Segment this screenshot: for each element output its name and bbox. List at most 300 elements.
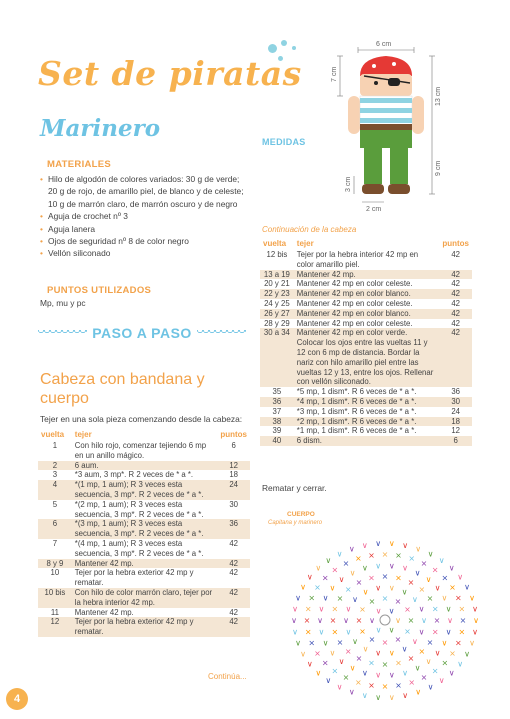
stitch-mark: ∨	[317, 616, 323, 625]
stitch-mark: ∨	[434, 648, 441, 658]
table-row	[38, 568, 250, 588]
stitch-mark: ∨	[402, 668, 409, 678]
table-row	[260, 387, 472, 397]
tejer-cell: *(3 mp, 1 aum); R 3 veces esta secuencia, 3 mp*. R 2 veces de * a *.	[72, 519, 218, 539]
stitch-mark: ×	[336, 638, 344, 647]
stitch-mark: ×	[368, 681, 375, 690]
stitch-mark: ∨	[375, 583, 382, 593]
col-header-puntos: puntos	[442, 239, 469, 248]
tejer-cell: Mantener 42 mp en color celeste.	[296, 318, 413, 328]
stitch-mark: ∨	[361, 668, 368, 678]
stitch-mark: ×	[303, 616, 311, 625]
decor-bubble	[292, 46, 296, 50]
pattern-table-1	[38, 429, 250, 637]
stitch-mark: ∨	[362, 587, 369, 597]
stitch-mark: ∨	[375, 648, 382, 658]
table-row	[38, 480, 250, 500]
stitch-mark: ∨	[464, 582, 470, 592]
table-row	[260, 309, 472, 319]
stitch-mark: ×	[308, 638, 316, 648]
vuelta-cell: 10	[50, 568, 60, 578]
vuelta-cell: 36	[260, 397, 294, 407]
stitch-mark: ∨	[388, 625, 395, 635]
stitch-mark: ×	[321, 573, 329, 583]
stitch-mark: ×	[344, 584, 352, 594]
cuerpo-label: CUERPO	[287, 511, 315, 518]
table-row	[260, 319, 472, 329]
col-header-puntos: puntos	[220, 430, 247, 439]
stitch-mark: ×	[431, 627, 439, 637]
vuelta-cell: 35	[272, 387, 282, 397]
stitch-mark: ∨	[375, 625, 382, 635]
stitch-mark: ×	[381, 572, 389, 581]
stitch-mark: ∨	[338, 656, 345, 666]
stitch-mark: ∨	[472, 627, 478, 637]
stitch-mark: ×	[355, 577, 363, 587]
stitch-mark: ×	[354, 678, 362, 687]
stitch-mark: ∨	[322, 638, 329, 648]
col-header-vuelta: vuelta	[41, 430, 65, 439]
stitch-mark: ×	[304, 627, 312, 637]
tejer-cell: Mantener 42 mp en color blanco.	[294, 309, 440, 319]
table-row	[38, 519, 250, 539]
stitch-mark: ∨	[434, 583, 441, 593]
stitch-mark: ∨	[388, 670, 395, 680]
stitch-mark: ∨	[427, 549, 434, 559]
vuelta-cell: 40	[260, 436, 294, 446]
puntos-cell: 18	[439, 417, 472, 427]
stitch-mark: ×	[395, 681, 402, 690]
stitch-mark: ×	[408, 554, 416, 563]
stitch-mark: ∨	[447, 616, 453, 625]
puntos-cell: 42	[229, 568, 238, 578]
diagram-stitches	[291, 539, 479, 702]
stitch-mark: ∨	[448, 668, 455, 678]
puntos-cell: 6	[231, 441, 236, 450]
stitch-mark: ×	[408, 678, 416, 687]
stitch-mark: ×	[394, 635, 402, 645]
tejer-cell: Tejer por la hebra exterior 42 mp y rematar.	[72, 617, 218, 637]
stitch-mark: ×	[368, 596, 376, 606]
tejer-cell: *3 aum, 3 mp*. R 2 veces de * a *.	[74, 470, 194, 480]
vuelta-cell: 11	[50, 607, 59, 617]
puntos-cell: 24	[451, 406, 460, 416]
table-row	[38, 608, 250, 618]
stitch-mark: ×	[404, 605, 411, 614]
stitch-mark: ∨	[362, 644, 369, 654]
tejer-cell: Mantener 42 mp.	[72, 559, 218, 569]
stitch-mark: ∨	[343, 616, 349, 625]
vuelta-cell: 28 y 29	[264, 318, 290, 328]
table-row	[260, 407, 472, 417]
puntos-cell: 30	[439, 397, 472, 407]
stitch-mark: ∨	[338, 575, 345, 585]
stitch-mark: ∨	[401, 644, 408, 654]
section-subtitle: Marinero	[40, 115, 161, 142]
vuelta-cell: 12	[38, 617, 72, 637]
tejer-cell: *(2 mp, 1 aum); R 3 veces esta secuencia, 3 mp*. R 2 veces de * a *.	[74, 499, 204, 519]
stitch-mark: ×	[321, 658, 329, 668]
stitch-mark: ∨	[457, 659, 464, 669]
stitches-heading: PUNTOS UTILIZADOS	[47, 285, 152, 296]
stitch-mark: ∨	[361, 691, 368, 701]
stitch-mark: ∨	[322, 593, 329, 603]
stitch-mark: ∨	[472, 604, 478, 614]
stitch-mark: ∨	[336, 682, 343, 692]
vuelta-cell: 1	[52, 441, 58, 450]
stitch-mark: ×	[420, 558, 428, 568]
tejer-cell: *5 mp, 1 dism*. R 6 veces de * a *.	[296, 387, 417, 397]
medidas-label: MEDIDAS	[262, 137, 306, 147]
stitch-mark: ∨	[388, 539, 395, 549]
stitch-mark: ×	[381, 682, 389, 691]
stitch-mark: ∨	[375, 561, 382, 571]
stitch-mark: ×	[431, 604, 439, 614]
stitch-mark: ∨	[325, 676, 332, 686]
table-row	[38, 441, 250, 461]
table-row	[260, 270, 472, 280]
dim-head: 7 cm	[331, 66, 338, 82]
table-row	[260, 250, 472, 270]
vuelta-cell: 7	[52, 538, 58, 548]
stitch-mark: ∨	[361, 540, 368, 550]
stitch-mark: ∨	[457, 572, 464, 582]
stitch-mark: ×	[381, 594, 389, 603]
table-row	[260, 436, 472, 446]
col-header-tejer: tejer	[296, 239, 314, 248]
decor-bubble	[268, 44, 277, 53]
stitch-mark: ∨	[306, 659, 313, 669]
decor-bubble	[281, 40, 287, 46]
stitch-mark: ∨	[469, 638, 475, 648]
vuelta-cell: 30 a 34	[260, 328, 294, 387]
list-item: • Aguja de crochet nº 3	[40, 210, 245, 222]
stitch-mark: ∨	[345, 604, 352, 614]
stitch-mark: ×	[314, 583, 321, 592]
stitch-mark: ∨	[329, 648, 336, 658]
vuelta-cell: 24 y 25	[264, 298, 290, 308]
stitch-mark: ∨	[425, 575, 432, 585]
paso-a-paso-label: PASO A PASO	[92, 325, 192, 341]
stitch-mark: ×	[458, 627, 466, 637]
list-item: • Aguja lanera	[40, 223, 245, 235]
puntos-cell: 42	[217, 559, 250, 569]
stitch-mark: ∨	[402, 540, 409, 550]
stitch-mark: ×	[420, 673, 428, 683]
puntos-cell: 42	[439, 309, 472, 319]
table-row	[260, 417, 472, 427]
stitch-mark: ∨	[292, 627, 298, 637]
stitch-mark: ×	[381, 550, 389, 559]
puntos-cell: 12	[217, 461, 250, 471]
table-row	[260, 328, 472, 387]
magic-ring	[380, 615, 390, 625]
puntos-cell: 42	[229, 538, 238, 548]
materials-list	[40, 173, 245, 260]
tejer-cell: Mantener 42 mp.	[74, 607, 134, 617]
stitch-mark: ∨	[291, 616, 297, 625]
stitch-mark: ∨	[388, 692, 395, 702]
table-row	[38, 617, 250, 637]
table-row	[38, 588, 250, 608]
stitches-text: Mp, mu y pc	[40, 298, 86, 308]
stitch-mark: ∨	[415, 544, 422, 554]
list-item: • Ojos de seguridad nº 8 de color negro	[40, 235, 245, 247]
stitch-mark: ×	[449, 649, 456, 658]
dim-body: 9 cm	[435, 160, 442, 176]
stitch-mark: ∨	[401, 587, 408, 597]
stitch-mark: ×	[441, 573, 449, 583]
table-row	[260, 289, 472, 299]
stitch-mark: ∨	[318, 627, 325, 637]
tejer-cell: *2 mp, 1 dism*. R 6 veces de * a *.	[294, 417, 440, 427]
stitch-mark: ×	[342, 673, 350, 683]
page-title: Set de piratas	[38, 54, 302, 93]
col-header-vuelta: vuelta	[263, 239, 287, 248]
stitch-mark: ∨	[375, 606, 382, 616]
stitch-mark: ∨	[411, 594, 418, 604]
stitch-mark: ×	[368, 635, 376, 645]
stitch-mark: ×	[336, 594, 344, 603]
stitch-mark: ∨	[325, 555, 332, 565]
stitch-mark: ∨	[411, 637, 418, 647]
table-row	[38, 539, 250, 559]
col-header-tejer: tejer	[74, 430, 92, 439]
puntos-cell: 42	[439, 270, 472, 280]
paso-a-paso-banner	[38, 323, 246, 343]
stitch-mark: ×	[331, 604, 339, 614]
stitch-mark: ×	[344, 647, 352, 657]
stitch-mark: ∨	[395, 616, 401, 625]
continuation-label: Continuación de la cabeza	[262, 225, 357, 234]
stitch-mark: ×	[308, 593, 316, 603]
puntos-cell: 42	[217, 588, 250, 608]
stitch-mark: ×	[331, 565, 339, 575]
stitch-mark: ×	[355, 616, 363, 625]
table-row	[38, 500, 250, 520]
stitch-mark: ×	[331, 666, 339, 676]
section-intro: Tejer en una sola pieza comenzando desde la cabeza:	[40, 414, 243, 424]
stitch-mark: ∨	[315, 668, 322, 678]
table-row	[260, 279, 472, 289]
stitch-mark: ×	[431, 565, 439, 575]
crochet-diagram	[285, 528, 485, 708]
stitch-mark: ∨	[345, 627, 352, 637]
tejer-cell: *(1 mp, 1 aum); R 3 veces esta secuencia, 3 mp*. R 2 veces de * a *.	[72, 480, 218, 500]
stitch-mark: ∨	[352, 594, 359, 604]
stitch-mark: ∨	[445, 604, 452, 614]
vuelta-cell: 37	[272, 406, 282, 416]
page-number: 4	[6, 688, 28, 710]
stitch-mark: ×	[426, 594, 434, 603]
stitch-mark: ×	[418, 647, 426, 657]
stitch-mark: ∨	[469, 593, 475, 603]
stitch-mark: ∨	[300, 649, 306, 659]
stitch-mark: ×	[368, 551, 375, 560]
vuelta-cell: 5	[52, 499, 58, 509]
stitch-mark: ∨	[375, 670, 382, 680]
stitch-mark: ∨	[348, 687, 355, 697]
stitch-mark: ∨	[441, 638, 448, 648]
puntos-cell: 6	[439, 436, 472, 446]
tejer-cell: *3 mp, 1 dism*. R 6 veces de * a *.	[296, 406, 417, 416]
stitch-mark: ∨	[388, 561, 395, 571]
stitch-mark: ×	[342, 558, 350, 568]
vuelta-cell: 12 bis	[266, 250, 288, 259]
table-row	[260, 426, 472, 436]
stitch-mark: ×	[454, 593, 462, 603]
stitch-mark: ∨	[418, 627, 425, 637]
materials-heading: MATERIALES	[47, 159, 112, 170]
stitch-mark: ×	[304, 604, 312, 614]
puntos-cell: 18	[229, 470, 238, 480]
puntos-cell: 36	[451, 387, 460, 397]
table-row	[38, 461, 250, 471]
stitch-mark: ∨	[315, 563, 322, 573]
stitch-mark: ×	[368, 573, 375, 583]
stitch-mark: ×	[454, 638, 462, 648]
stitch-mark: ∨	[427, 682, 434, 692]
stitch-mark: ∨	[375, 539, 382, 549]
stitch-mark: ∨	[292, 604, 298, 614]
stitch-mark: ∨	[300, 582, 306, 592]
stitch-mark: ∨	[318, 604, 325, 614]
stitch-mark: ×	[418, 584, 426, 594]
remate-text: Rematar y cerrar.	[262, 483, 327, 493]
stitch-mark: ×	[359, 605, 366, 614]
stitch-mark: ∨	[361, 563, 368, 573]
vuelta-cell: 3	[52, 470, 58, 480]
dim-leg: 3 cm	[345, 176, 352, 192]
tejer-cell: Tejer por la hebra interior 42 mp en color amarillo piel.	[296, 250, 419, 269]
vuelta-cell: 2	[38, 461, 72, 471]
stitch-mark: ∨	[421, 616, 427, 625]
stitch-mark: ∨	[445, 627, 452, 637]
stitch-mark: ∨	[473, 616, 479, 625]
vuelta-cell: 26 y 27	[260, 309, 294, 319]
stitch-mark: ∨	[402, 563, 409, 573]
stitch-mark: ∨	[295, 638, 301, 648]
stitch-mark: ∨	[348, 544, 355, 554]
puntos-cell: 42	[451, 298, 460, 308]
list-item: • Vellón siliconado	[40, 247, 245, 259]
stitch-mark: ×	[407, 616, 415, 625]
stitch-mark: ∨	[349, 568, 356, 578]
stitch-mark: ×	[359, 627, 366, 636]
puntos-cell: 42	[451, 279, 460, 289]
stitch-mark: ∨	[441, 593, 448, 603]
vuelta-cell: 39	[272, 426, 282, 436]
stitch-mark: ∨	[415, 687, 422, 697]
puntos-cell: 42	[229, 607, 238, 617]
puntos-cell: 36	[217, 519, 250, 539]
stitch-mark: ∨	[352, 637, 359, 647]
stitch-mark: ∨	[369, 616, 375, 625]
stitch-mark: ∨	[438, 676, 445, 686]
stitch-mark: ×	[407, 654, 415, 664]
stitch-mark: ∨	[414, 568, 421, 578]
tejer-cell: *(4 mp, 1 aum); R 3 veces esta secuencia, 3 mp*. R 2 veces de * a *.	[74, 538, 204, 558]
stitch-mark: ∨	[336, 549, 343, 559]
stitch-mark: ×	[459, 616, 467, 625]
wave-decor	[197, 330, 246, 336]
stitch-mark: ×	[355, 654, 363, 664]
table-row	[260, 397, 472, 407]
stitch-mark: ×	[441, 658, 449, 668]
vuelta-cell: 20 y 21	[264, 279, 290, 289]
vuelta-cell: 4	[38, 480, 72, 500]
tejer-cell: Con hilo rojo, comenzar tejiendo 6 mp en un anillo mágico.	[74, 441, 207, 460]
stitch-mark: ∨	[295, 593, 301, 603]
tejer-cell: *4 mp, 1 dism*. R 6 veces de * a *.	[294, 397, 440, 407]
stitch-mark: ∨	[448, 563, 455, 573]
stitch-mark: ∨	[329, 583, 336, 593]
sailor-figure	[330, 36, 450, 216]
tejer-cell: *1 mp, 1 dism*. R 6 veces de * a *.	[296, 426, 417, 436]
puntos-cell: 42	[451, 250, 460, 259]
stitch-mark: ×	[381, 638, 389, 647]
dim-top: 6 cm	[376, 41, 392, 48]
stitch-mark: ∨	[425, 656, 432, 666]
puntos-cell: 30	[229, 499, 238, 509]
dim-total: 13 cm	[435, 86, 442, 106]
puntos-cell: 42	[217, 617, 250, 637]
stitch-mark: ×	[329, 616, 337, 625]
puntos-cell: 42	[451, 318, 460, 328]
section-title: Cabeza con bandana y cuerpo	[40, 371, 205, 407]
cuerpo-sublabel: Capitana y marinero	[268, 520, 323, 526]
stitch-mark: ×	[458, 604, 466, 614]
stitch-mark: ×	[449, 583, 456, 592]
puntos-cell: 24	[217, 480, 250, 500]
tejer-cell: 6 aum.	[72, 461, 218, 471]
stitch-mark: ∨	[402, 691, 409, 701]
vuelta-cell: 38	[260, 417, 294, 427]
stitch-mark: ∨	[418, 604, 425, 614]
stitch-mark: ×	[354, 554, 362, 563]
vuelta-cell: 8 y 9	[38, 559, 72, 569]
stitch-mark: ∨	[464, 649, 470, 659]
stitch-mark: ×	[395, 573, 402, 583]
stitch-mark: ∨	[375, 692, 382, 702]
stitch-mark: ×	[331, 627, 339, 637]
table-row	[260, 299, 472, 309]
stitch-mark: ×	[404, 627, 411, 636]
puntos-cell: 42	[439, 328, 472, 387]
stitch-mark: ×	[394, 596, 402, 606]
tejer-cell: Tejer por la hebra exterior 42 mp y rematar.	[74, 568, 194, 588]
tejer-cell: Con hilo de color marrón claro, tejer por la hebra interior 42 mp.	[72, 588, 218, 608]
table-row	[38, 470, 250, 480]
wave-decor	[38, 330, 87, 336]
puntos-cell: 12	[451, 426, 460, 436]
pattern-table-2	[260, 238, 472, 446]
stitch-mark: ∨	[388, 648, 395, 658]
stitch-mark: ×	[395, 551, 402, 560]
stitch-mark: ×	[368, 658, 375, 668]
stitch-mark: ∨	[388, 583, 395, 593]
stitch-mark: ∨	[438, 555, 445, 565]
vuelta-cell: 13 a 19	[260, 270, 294, 280]
dim-foot: 2 cm	[366, 206, 382, 213]
vuelta-cell: 22 y 23	[260, 289, 294, 299]
tejer-cell: Mantener 42 mp en color blanco.	[294, 289, 440, 299]
vuelta-cell: 10 bis	[38, 588, 72, 608]
stitch-mark: ×	[431, 666, 439, 676]
table-row	[38, 559, 250, 569]
stitch-mark: ×	[407, 577, 415, 587]
list-item: • Hilo de algodón de colores variados: 30 g de verde; 20 g de rojo, de amarillo piel, de blanco y de celeste; 10 g de marrón claro, de marrón oscuro y de negro	[40, 173, 245, 210]
